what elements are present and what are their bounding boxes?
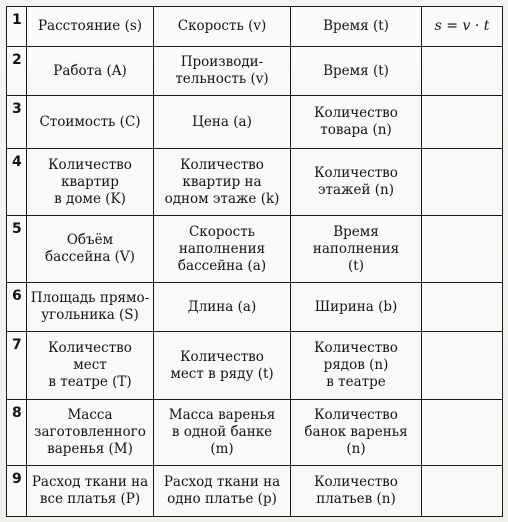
quantity-count: Ширина (b) — [291, 283, 422, 332]
quantity-count: Время (t) — [291, 47, 422, 96]
formula-cell — [422, 283, 503, 332]
quantity-rate: Масса варенья в одной банке (m) — [154, 400, 291, 466]
quantity-total: Площадь прямо- угольника (S) — [27, 283, 154, 332]
formula-cell — [422, 96, 503, 149]
table-row — [7, 466, 503, 517]
formula-cell — [422, 466, 503, 517]
row-number: 2 — [7, 47, 27, 96]
quantity-total: Объём бассейна (V) — [27, 216, 154, 283]
formula-cell: s = v · t — [422, 7, 503, 47]
quantity-rate: Скорость (v) — [154, 7, 291, 47]
quantity-count: Количество платьев (n) — [291, 466, 422, 517]
quantity-total: Расход ткани на все платья (P) — [27, 466, 154, 517]
formula-cell — [422, 332, 503, 400]
formula-cell — [422, 400, 503, 466]
row-number: 9 — [7, 466, 27, 517]
table-row — [7, 283, 503, 332]
formula-cell — [422, 47, 503, 96]
quantity-count: Время (t) — [291, 7, 422, 47]
quantity-rate: Расход ткани на одно платье (p) — [154, 466, 291, 517]
table-row — [7, 149, 503, 216]
table-row — [7, 7, 503, 47]
formula-cell — [422, 149, 503, 216]
quantity-total: Количество мест в театре (T) — [27, 332, 154, 400]
row-number: 1 — [7, 7, 27, 47]
quantity-rate: Цена (a) — [154, 96, 291, 149]
row-number: 6 — [7, 283, 27, 332]
table-row — [7, 400, 503, 466]
table-row — [7, 96, 503, 149]
quantity-total: Работа (A) — [27, 47, 154, 96]
quantity-count: Количество рядов (n) в театре — [291, 332, 422, 400]
quantity-total: Стоимость (C) — [27, 96, 154, 149]
quantity-rate: Количество квартир на одном этаже (k) — [154, 149, 291, 216]
row-number: 7 — [7, 332, 27, 400]
quantity-count: Количество банок варенья (n) — [291, 400, 422, 466]
row-number: 3 — [7, 96, 27, 149]
table-row — [7, 47, 503, 96]
quantity-rate: Длина (a) — [154, 283, 291, 332]
quantity-total: Масса заготовленного варенья (M) — [27, 400, 154, 466]
formula-cell — [422, 216, 503, 283]
quantity-rate: Скорость наполнения бассейна (a) — [154, 216, 291, 283]
quantity-total: Количество квартир в доме (K) — [27, 149, 154, 216]
row-number: 8 — [7, 400, 27, 466]
quantity-count: Время наполнения (t) — [291, 216, 422, 283]
row-number: 5 — [7, 216, 27, 283]
row-number: 4 — [7, 149, 27, 216]
quantity-rate: Производи- тельность (v) — [154, 47, 291, 96]
quantity-count: Количество этажей (n) — [291, 149, 422, 216]
table-row — [7, 216, 503, 283]
quantity-total: Расстояние (s) — [27, 7, 154, 47]
formula-table — [6, 6, 503, 517]
quantity-rate: Количество мест в ряду (t) — [154, 332, 291, 400]
quantity-count: Количество товара (n) — [291, 96, 422, 149]
table-row — [7, 332, 503, 400]
